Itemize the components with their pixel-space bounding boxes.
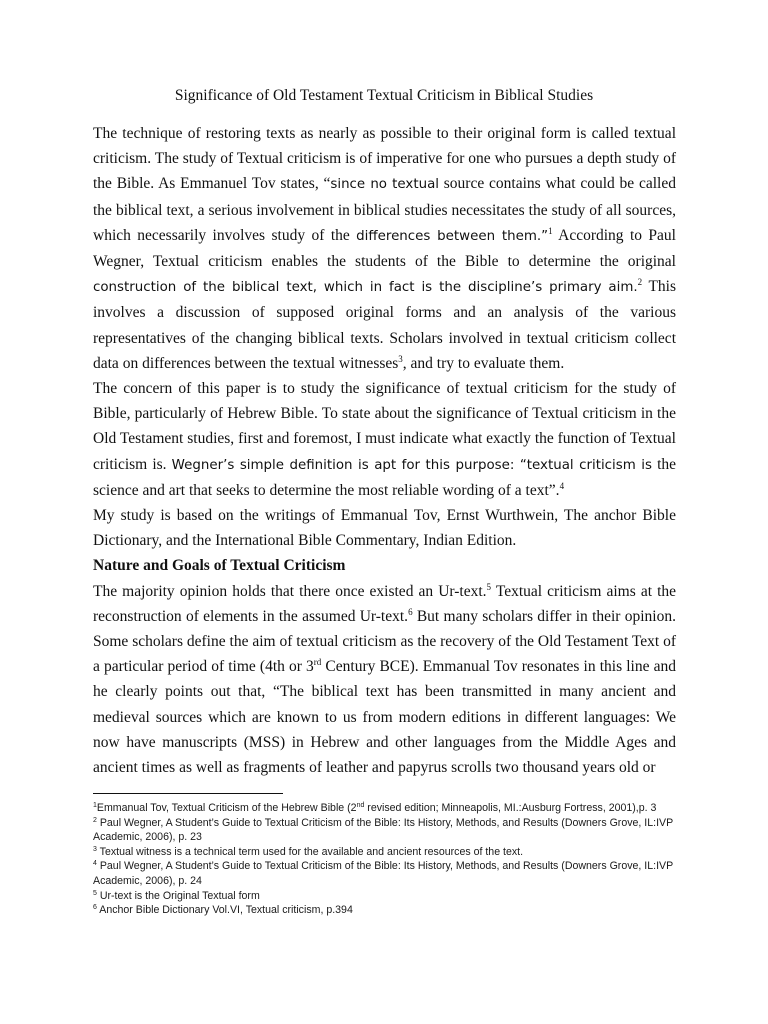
footnote-text: Emmanual Tov, Textual Criticism of the Hebrew Bible (2 <box>96 802 357 814</box>
text-run: Wegner’s simple definition is apt for this purpose: “textual criticism is <box>171 457 652 473</box>
footnote <box>93 889 683 904</box>
text-run: Century BCE). Emmanual Tov resonates in this line and he clearly points out that, “The biblical text has been transmitted in many ancient and medieval sources which are known to us from modern editions in different languages: We now have manuscripts (MSS) in Hebrew and other languages from the Middle Ages and ancient times as well as fragments of leather and papyrus scrolls two thousand years old or <box>93 658 676 777</box>
footnote-sup: nd <box>356 802 365 809</box>
footnote-number: 5 <box>93 889 97 897</box>
footnote-ref-6: 6 <box>408 606 413 617</box>
paragraph-sources: My study is based on the writings of Emmanual Tov, Ernst Wurthwein, The anchor Bible Dictionary, and the International Bible Commentary, Indian Edition. <box>93 507 676 550</box>
footnote-ref-5: 5 <box>486 581 492 592</box>
footnote-text: Paul Wegner, A Student’s Guide to Textual Criticism of the Bible: Its History, Methods, and Results (Downers Grove, IL:IVP Academic, 2006), p. 23 <box>93 816 673 844</box>
text-run: source contains what could be called the biblical text, a serious involvement in biblical studies necessitates the study of all sources, which necessarily involves study of the <box>93 175 676 244</box>
text-run: , and try to evaluate them. <box>402 354 565 372</box>
paragraph-intro <box>93 121 676 376</box>
footnote-number: 4 <box>93 860 97 868</box>
footnote <box>93 903 683 918</box>
section-heading: Nature and Goals of Textual Criticism <box>93 557 346 575</box>
text-run: But many scholars differ in their opinion. Some scholars define the aim of textual criticism as the recovery of the Old Testament Text of a particular period of time (4th or 3 <box>93 607 676 676</box>
footnote-number: 3 <box>93 845 97 853</box>
text-run: The concern of this paper is to study the significance of textual criticism for the study of Bible, particularly of Hebrew Bible. To state about the significance of Textual criticism in the Old Testament studies, first and foremost, I must indicate what exactly the function of Textual criticism is. <box>93 380 676 473</box>
text-run: This involves a discussion of supposed original forms and an analysis of the various representatives of the changing biblical texts. Scholars involved in textual criticism collect data on differences between the textual witnesses <box>93 278 676 372</box>
text-run: the science and art that seeks to determine the most reliable wording of a text”. <box>93 455 677 499</box>
footnote-number: 1 <box>93 802 97 809</box>
footnote-text: Paul Wegner, A Student’s Guide to Textual Criticism of the Bible: Its History, Methods, and Results (Downers Grove, IL:IVP Academic, 2006), p. 24 <box>93 860 673 887</box>
text-run: since no textual <box>330 177 439 193</box>
document-title: Significance of Old Testament Textual Criticism in Biblical Studies <box>174 87 594 104</box>
text-run: The majority opinion holds that there once existed an Ur-text. <box>93 582 487 600</box>
text-run: Textual criticism aims at the reconstruction of elements in the assumed Ur-text. <box>93 582 677 625</box>
footnote-ref-4: 4 <box>559 480 565 491</box>
footnotes <box>93 801 683 918</box>
ordinal-suffix: rd <box>313 657 322 668</box>
footnote-number: 6 <box>93 904 97 912</box>
footnote-text: revised edition; Minneapolis, MI.:Ausburg Fortress, 2001),p. 3 <box>364 802 657 814</box>
footnote <box>93 845 683 860</box>
footnote-text: Anchor Bible Dictionary Vol.VI, Textual criticism, p.394 <box>96 904 353 917</box>
footnote-ref-1: 1 <box>548 225 553 236</box>
footnote-text: Ur-text is the Original Textual form <box>96 889 260 902</box>
footnote <box>93 816 683 845</box>
footnote-number: 2 <box>93 816 97 824</box>
footnote-ref-3: 3 <box>398 353 403 364</box>
text-run: differences between them.” <box>356 228 549 244</box>
footnote-text: Textual witness is a technical term used for the available and ancient resources of the text. <box>96 845 524 858</box>
footnote-ref-2: 2 <box>637 277 643 288</box>
text-run: The technique of restoring texts as nearly as possible to their original form is called textual criticism. The study of Textual criticism is of imperative for one who pursues a depth study of the Bible. As Emmanuel Tov states, “ <box>93 125 676 193</box>
footnote <box>93 859 683 888</box>
paragraph-nature <box>93 579 676 781</box>
footnote-separator <box>93 793 283 794</box>
document-body <box>93 121 676 780</box>
text-run: According to Paul Wegner, Textual criticism enables the students of the Bible to determine the original <box>93 226 676 271</box>
footnote <box>93 801 683 816</box>
text-run: construction of the biblical text, which in fact is the discipline’s primary aim. <box>93 280 638 296</box>
paragraph-concern <box>93 376 676 503</box>
